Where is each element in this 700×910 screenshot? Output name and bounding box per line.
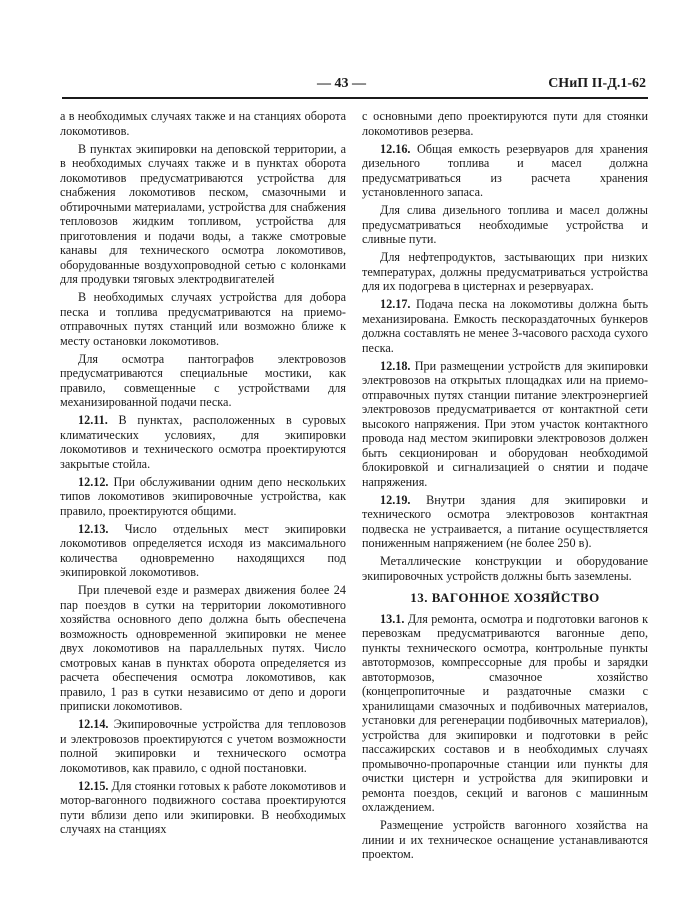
- clause-number: 12.11.: [78, 413, 108, 427]
- paragraph-text: с основными депо проектируются пути для стоянки локомотивов резерва.: [362, 109, 648, 138]
- clause-number: 13.1.: [380, 611, 405, 626]
- paragraph: [362, 359, 648, 490]
- paragraph-text: Внутри здания для экипировки и технического осмотра электровозов контактная подвеска не устраивается, а питание осуществляется пониженным напряжением (не более 250 в).: [362, 492, 648, 550]
- paragraph: [60, 779, 346, 837]
- paragraph: [362, 818, 648, 862]
- paragraph-text: В необходимых случаях устройства для добора песка и топлива предусматриваются на приемо-отправочных путях станций или возможно ближе к месту остановки локомотивов.: [60, 290, 346, 348]
- paragraph: [60, 290, 346, 348]
- paragraph-text: Металлические конструкции и оборудование экипировочных устройств должны быть заземлены.: [362, 554, 648, 583]
- paragraph: [362, 250, 648, 294]
- paragraph: [362, 297, 648, 355]
- paragraph-text: При размещении устройств для экипировки электровозов на открытых площадках или на приемо-отправочных путях станции питание электроэнергией электровозов предусматривается от контактной сети высокого напряжения. При этом участок контактного провода над местом экипировки электровозов должен быть секционирован и оборудован необходимой блокировкой и сигнализацией о снятии и подаче напряжения.: [362, 358, 648, 489]
- paragraph-text: Для слива дизельного топлива и масел должны предусматриваться необходимые устройства и сливные пути.: [362, 203, 648, 246]
- paragraph-text: При обслуживании одним депо нескольких типов локомотивов экипировочные устройства, как правило, проектируются общими.: [60, 474, 346, 518]
- section-title: 13. ВАГОННОЕ ХОЗЯЙСТВО: [410, 590, 600, 605]
- paragraph-text: При плечевой езде и размерах движения более 24 пар поездов в сутки на территории локомотивного хозяйства основного депо должна быть обеспечена возможность одновременной экипировки не менее двух локомотивов на параллельных путях. Число смотровых канав в пунктах оборота определяется из расчета обеспечения осмотра локомотивов, как правило, 1 раз в сутки независимо от депо и дороги приписки локомотивов.: [60, 583, 346, 713]
- paragraph-text: Подача песка на локомотивы должна быть механизирована. Емкость пескораздаточных бункеров должна составлять не менее 3-часового расхода сухого песка.: [362, 297, 648, 355]
- paragraph-text: Для ремонта, осмотра и подготовки вагонов к перевозкам предусматриваются вагонные депо, пункты технического осмотра, контрольные пункты автотормозов, компрессорные для пробы и зарядки автотормозов, смазочное хозяйство (концепропиточные и раздаточные смазки с хранилищами смазочных и подбивочных материалов, установки для регенерации подбивочных материалов), устройства для экипировки и подготовки в рейс пассажирских составов и в необходимых случаях промывочно-пропарочные станции или пункты для очистки цистерн и устройства для экипировки и ремонта поездов, секций и вагонов с машинным охлаждением.: [362, 611, 648, 814]
- paragraph: [60, 352, 346, 410]
- paragraph-text: Для осмотра пантографов электровозов предусматриваются специальные мостики, как правило, совмещенные с устройствами для механизированной подачи песка.: [60, 351, 346, 409]
- paragraph: [60, 142, 346, 287]
- clause-number: 12.17.: [380, 297, 411, 311]
- paragraph-text: Число отдельных мест экипировки локомотивов определяется исходя из максимального количества одновременно находящихся под экипировкой локомотивов.: [60, 521, 347, 579]
- paragraph-text: Для стоянки готовых к работе локомотивов и мотор-вагонного подвижного состава проектируются пути вблизи депо или экипировки. В необходимых случаях на станциях: [60, 778, 346, 836]
- paragraph-text: Для нефтепродуктов, застывающих при низких температурах, должны предусматриваться устройства для их подогрева в цистернах и резервуарах.: [362, 250, 648, 293]
- document-code: СНиП II-Д.1-62: [548, 76, 646, 91]
- paragraph: [362, 203, 648, 247]
- clause-number: 12.16.: [380, 141, 411, 156]
- paragraph: [60, 413, 346, 471]
- paragraph: [362, 142, 648, 200]
- paragraph-text: а в необходимых случаях также и на станциях оборота локомотивов.: [60, 109, 346, 138]
- paragraph: [362, 612, 648, 815]
- clause-number: 12.18.: [380, 358, 411, 373]
- left-column: [60, 109, 346, 840]
- paragraph: [60, 717, 346, 775]
- paragraph: [362, 493, 648, 551]
- paragraph: [362, 554, 648, 583]
- paragraph: [60, 109, 346, 138]
- clause-number: 12.12.: [78, 474, 109, 489]
- page-number: — 43 —: [317, 76, 366, 91]
- paragraph: [60, 475, 346, 519]
- paragraph: [362, 109, 648, 138]
- paragraph-text: В пунктах экипировки на деповской территории, а в необходимых случаях также и в пунктах оборота локомотивов предусматриваются устройства для снабжения локомотивов песком, смазочными и обтирочными материалами, устройства для снабжения тепловозов жидким топливом, устройства для приготовления и подачи воды, а также смотровые канавы для технического осмотра локомотивов, оборудованные воздухопроводной сетью с колонками для продувки тяговых электродвигателей: [60, 141, 346, 286]
- paragraph-text: Размещение устройств вагонного хозяйства на линии и их техническое оснащение устанавливаются проектом.: [362, 818, 648, 861]
- header-rule: [62, 97, 648, 99]
- right-column: [362, 109, 648, 865]
- clause-number: 12.19.: [380, 492, 411, 507]
- clause-number: 12.14.: [78, 717, 109, 731]
- paragraph-text: В пунктах, расположенных в суровых климатических условиях, для экипировки локомотивов и технического осмотра проектируются закрытые стойла.: [60, 413, 346, 471]
- paragraph-text: Экипировочные устройства для тепловозов и электровозов проектируются с учетом возможности полной экипировки и технического осмотра локомотивов, как правило, с одной постановки.: [60, 717, 346, 775]
- paragraph: [60, 522, 346, 580]
- clause-number: 12.13.: [78, 521, 109, 536]
- paragraph-text: Общая емкость резервуаров для хранения дизельного топлива и масел должна предусматриваться из расчета хранения установленного запаса.: [362, 141, 648, 199]
- clause-number: 12.15.: [78, 778, 109, 793]
- paragraph: [60, 583, 346, 714]
- page-header: [62, 76, 646, 94]
